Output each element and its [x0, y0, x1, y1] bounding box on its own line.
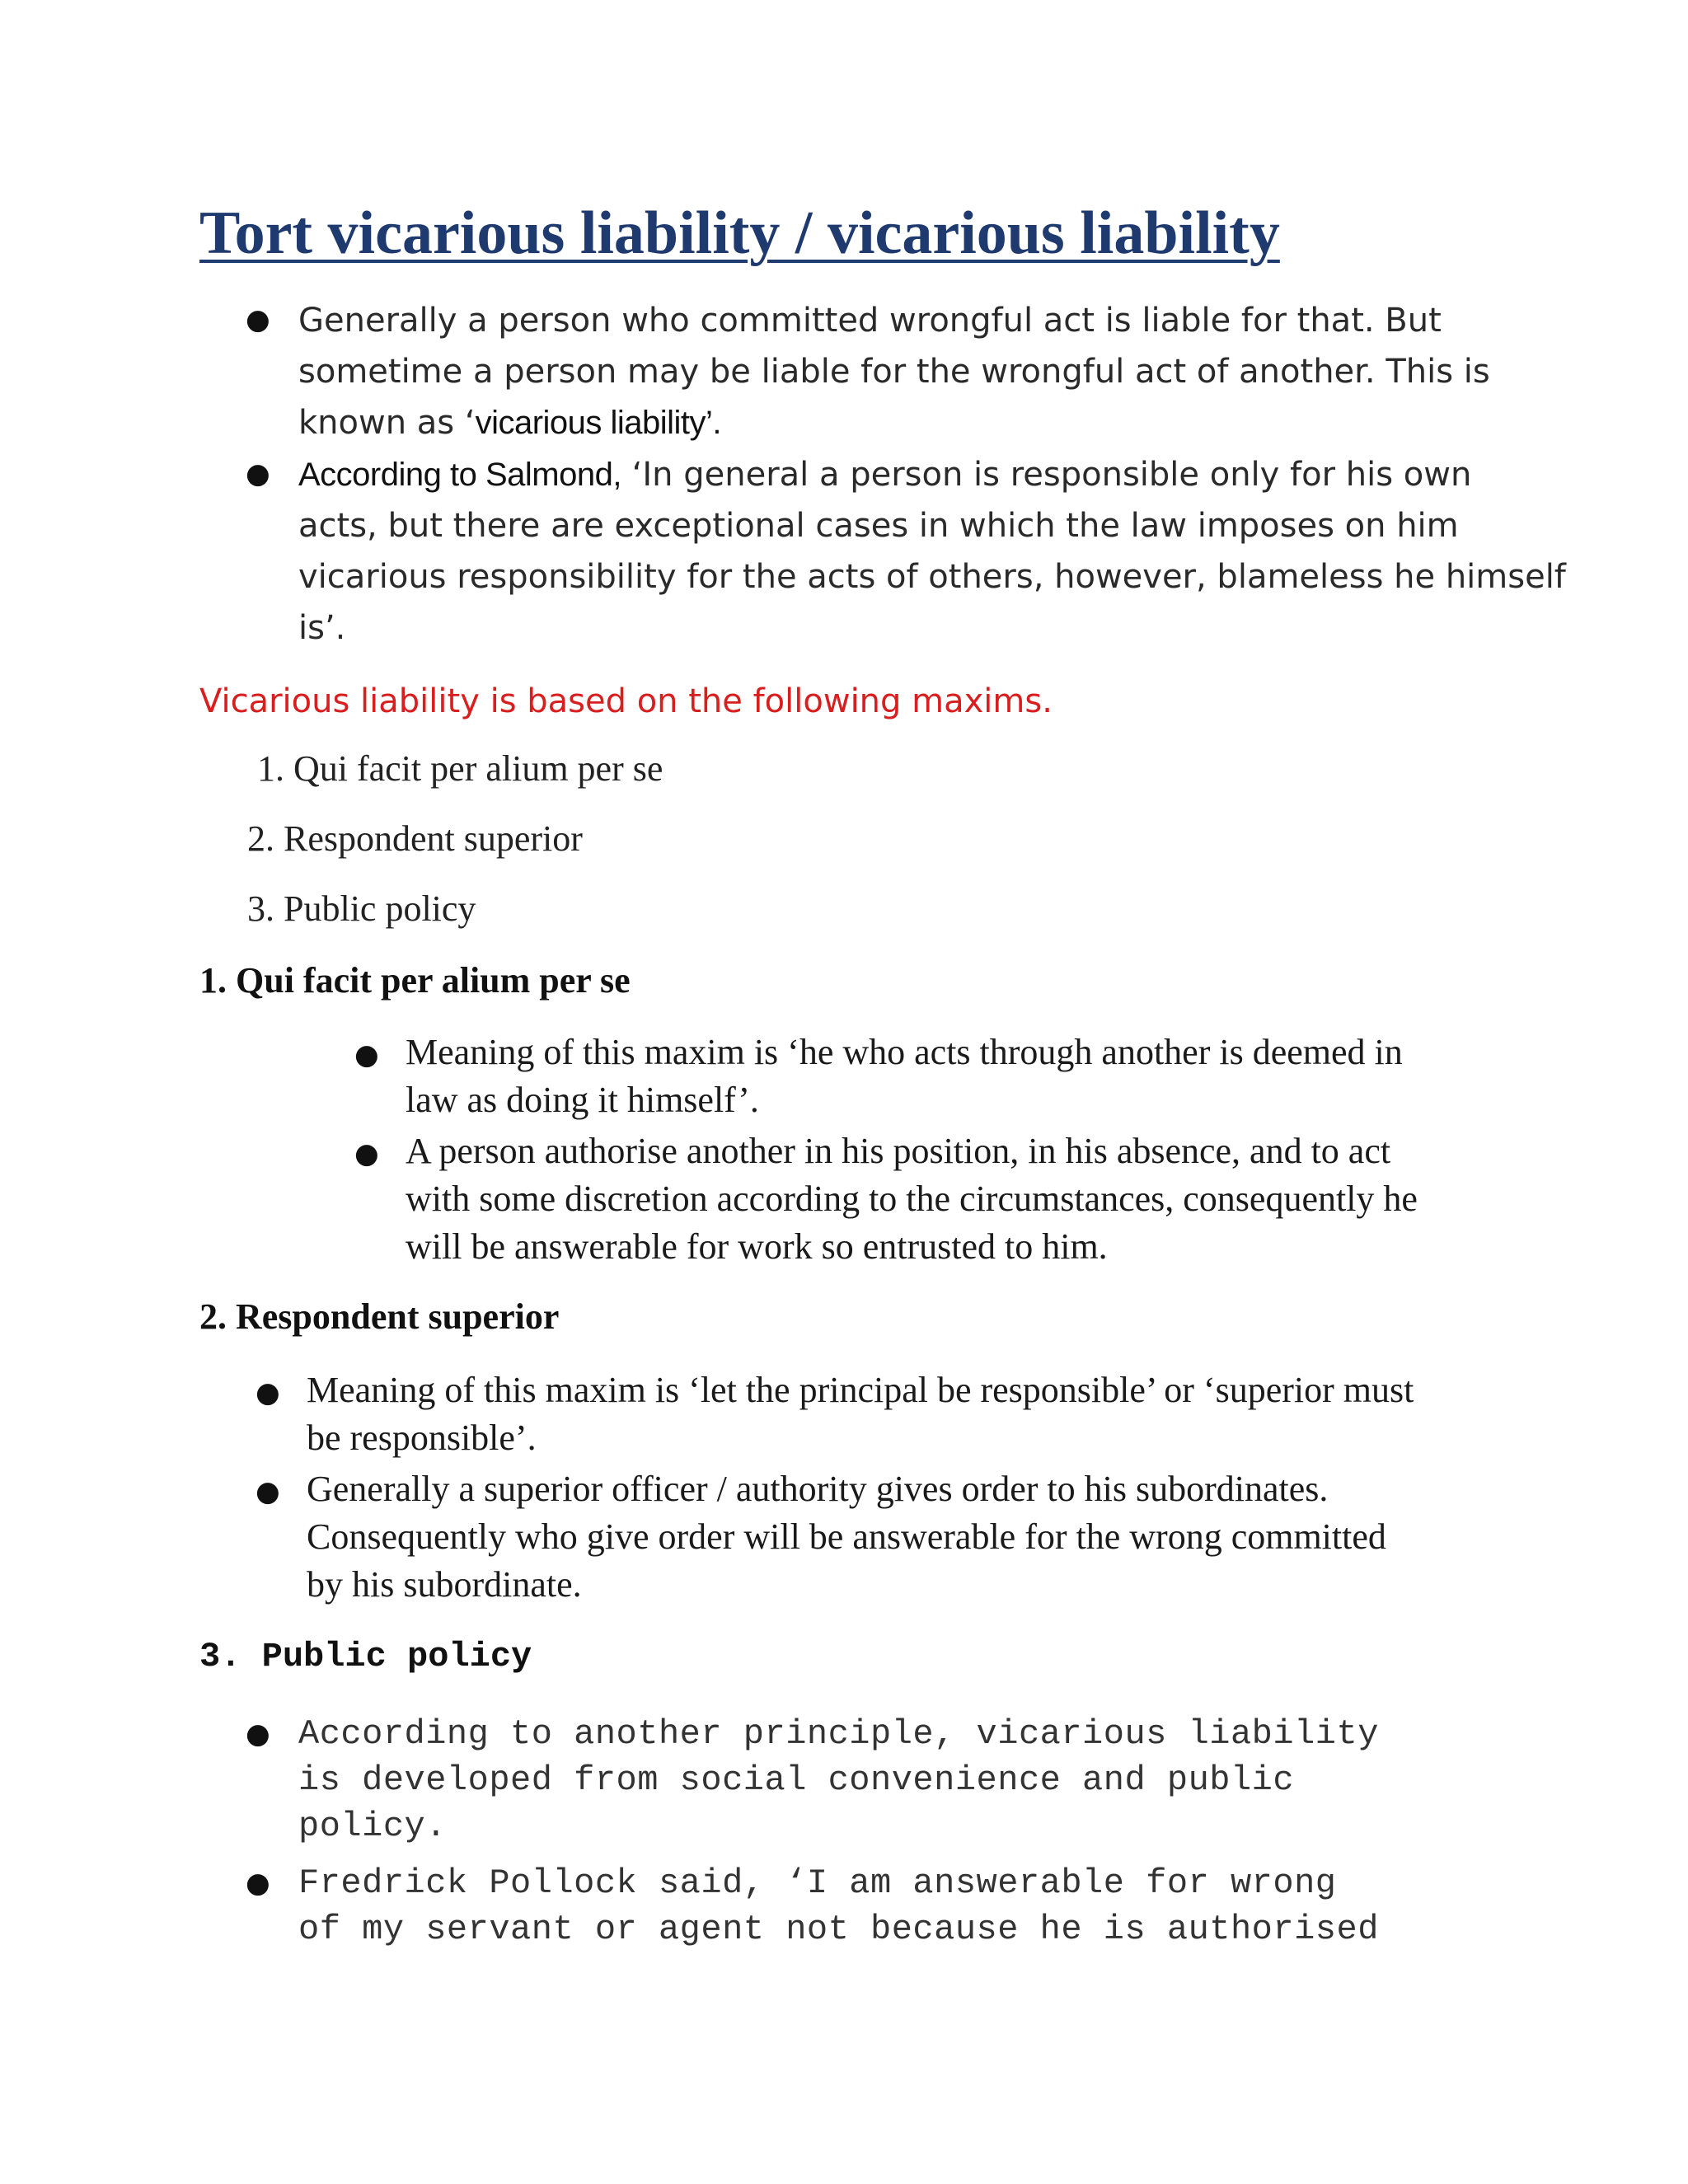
- bullet-icon: ●: [256, 1376, 280, 1409]
- text-line: [298, 449, 1566, 500]
- section-heading-3: 3. Public policy: [199, 1637, 532, 1676]
- emphasis-text: vicarious liability’.: [475, 405, 722, 441]
- section-3-bullet-2-text: [298, 1860, 1379, 1952]
- text-line: be responsible’.: [307, 1418, 537, 1458]
- section-1-bullet-1-text: [406, 1029, 1403, 1124]
- text-fragment: known as ‘: [298, 404, 476, 442]
- text-line: Consequently who give order will be answerable for the wrong committed: [307, 1516, 1386, 1557]
- emphasis-text: According to Salmond,: [298, 457, 621, 493]
- text-line: acts, but there are exceptional cases in which the law imposes on him: [298, 507, 1459, 545]
- text-line: According to another principle, vicarious liability: [298, 1714, 1379, 1754]
- page-title: Tort vicarious liability / vicarious liability: [199, 199, 1280, 267]
- maxim-item-2: 2. Respondent superior: [247, 818, 583, 859]
- bullet-icon: ●: [246, 1867, 270, 1900]
- section-2-bullet-1-text: [307, 1366, 1414, 1462]
- maxim-item-3: 3. Public policy: [247, 888, 476, 929]
- text-line: Meaning of this maxim is ‘let the principal be responsible’ or ‘superior must: [307, 1370, 1414, 1410]
- section-1-bullet-2-text: [406, 1127, 1418, 1271]
- bullet-icon: ●: [246, 1718, 270, 1750]
- bullet-icon: ●: [246, 457, 270, 490]
- text-line: vicarious responsibility for the acts of others, however, blameless he himself: [298, 558, 1566, 596]
- intro-bullet-2-text: [298, 449, 1566, 654]
- text-line: Meaning of this maxim is ‘he who acts through another is deemed in: [406, 1032, 1403, 1072]
- text-line: will be answerable for work so entrusted to him.: [406, 1226, 1108, 1267]
- text-line: law as doing it himself’.: [406, 1080, 759, 1120]
- section-2-bullet-2-text: [307, 1465, 1386, 1609]
- text-line: policy.: [298, 1807, 447, 1846]
- intro-bullet-1-text: [298, 295, 1490, 448]
- text-line: by his subordinate.: [307, 1564, 582, 1605]
- text-line: with some discretion according to the circumstances, consequently he: [406, 1179, 1418, 1219]
- section-3-bullet-1-text: [298, 1711, 1379, 1849]
- text-line: sometime a person may be liable for the wrongful act of another. This is: [298, 353, 1490, 391]
- bullet-icon: ●: [354, 1137, 379, 1170]
- text-fragment: ‘In general a person is responsible only for his own: [621, 456, 1472, 494]
- text-line: Generally a superior officer / authority gives order to his subordinates.: [307, 1469, 1329, 1509]
- text-line: Generally a person who committed wrongful act is liable for that. But: [298, 302, 1442, 340]
- bullet-icon: ●: [256, 1475, 280, 1508]
- section-heading-2: 2. Respondent superior: [199, 1296, 560, 1337]
- maxim-item-1: 1. Qui facit per alium per se: [257, 748, 663, 789]
- text-line: is developed from social convenience and public: [298, 1760, 1295, 1800]
- bullet-icon: ●: [354, 1038, 379, 1071]
- maxims-intro: Vicarious liability is based on the following maxims.: [199, 682, 1053, 720]
- text-line: Fredrick Pollock said, ‘I am answerable for wrong: [298, 1863, 1337, 1903]
- section-heading-1: 1. Qui facit per alium per se: [199, 960, 631, 1001]
- text-line: of my servant or agent not because he is authorised: [298, 1910, 1379, 1949]
- text-line: is’.: [298, 609, 346, 647]
- text-line: A person authorise another in his position, in his absence, and to act: [406, 1131, 1391, 1171]
- bullet-icon: ●: [246, 303, 270, 336]
- text-line: [298, 397, 1490, 448]
